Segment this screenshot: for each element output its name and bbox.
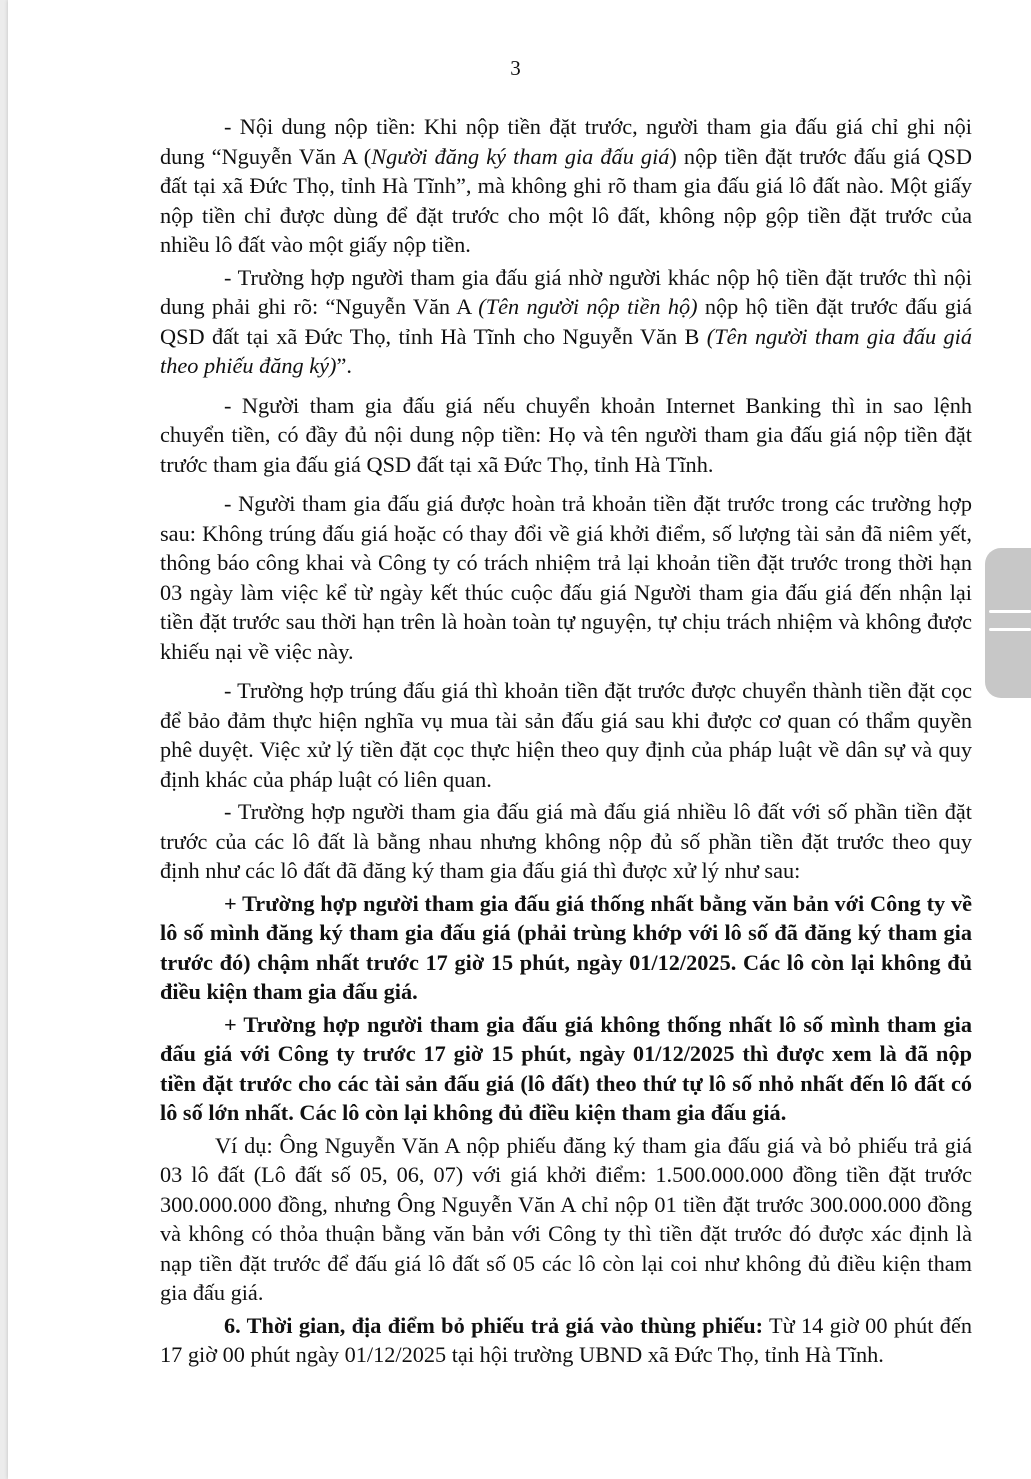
paragraph (160, 263, 972, 381)
paragraph-text: Người đăng ký tham gia đấu giá (371, 143, 670, 169)
paragraph-text: ) nộp tiền đặt trước đấu giá QSD đất tại xã Đức Thọ, tỉnh Hà Tĩnh”, mà không ghi rõ tham gia đấu giá lô đất nào. Một giấy nộp tiền chỉ được dùng để đặt trước cho một lô đất, không nộp gộp tiền đặt trước của nhiều lô đất vào một giấy nộp tiền. (160, 143, 972, 257)
paragraph-text: Ví dụ: Ông Nguyễn Văn A nộp phiếu đăng ký tham gia đấu giá và bỏ phiếu trả giá 03 lô đất (Lô đất số 05, 06, 07) với giá khởi điểm: 1.500.000.000 đồng tiền đặt trước 300.000.000 đồng, nhưng Ông Nguyễn Văn A chỉ nộp 01 tiền đặt trước 300.000.000 đồng và không có thỏa thuận bằng văn bản với Công ty thì tiền đặt trước đó được xác định là nạp tiền đặt trước để đấu giá lô đất số 05 các lô còn lại coi như không đủ điều kiện tham gia đấu giá. (160, 1132, 972, 1305)
paragraph (160, 1131, 972, 1308)
paragraph-text: nộp hộ tiền đặt trước đấu giá QSD đất tại xã Đức Thọ, tỉnh Hà Tĩnh cho Nguyễn Văn B (160, 294, 972, 349)
paragraph-text: + Trường hợp người tham gia đấu giá không thống nhất lô số mình tham gia đấu giá với Công ty trước 17 giờ 15 phút, ngày 01/12/2025 thì được xem là đã nộp tiền đặt trước cho các tài sản đấu giá (lô đất) theo thứ tự lô số nhỏ nhất đến lô đất có lô số lớn nhất. Các lô còn lại không đủ điều kiện tham gia đấu giá. (160, 1011, 972, 1125)
paragraph (160, 489, 972, 666)
paragraph-text: - Trường hợp người tham gia đấu giá nhờ người khác nộp hộ tiền đặt trước thì nội dung phải ghi rõ: “Nguyễn Văn A (160, 264, 972, 319)
paragraph-text: (Tên người nộp tiền hộ) (478, 294, 698, 319)
paragraph-text: - Trường hợp trúng đấu giá thì khoản tiền đặt trước được chuyển thành tiền đặt cọc để bảo đảm thực hiện nghĩa vụ mua tài sản đấu giá sau khi được cơ quan có thẩm quyền phê duyệt. Việc xử lý tiền đặt cọc thực hiện theo quy định của pháp luật về dân sự và quy định khác của pháp luật có liên quan. (160, 678, 972, 792)
paragraph-text: - Người tham gia đấu giá được hoàn trả khoản tiền đặt trước trong các trường hợp sau: Không trúng đấu giá hoặc có thay đổi về giá khởi điểm, số lượng tài sản đã niêm yết, thông báo công khai và Công ty có trách nhiệm trả lại khoản tiền đặt trước trong thời hạn 03 ngày làm việc kể từ ngày kết thúc cuộc đấu giá Người tham gia đấu giá đến nhận lại tiền đặt trước sau thời hạn trên là hoàn toàn tự nguyện, tự chịu trách nhiệm và không được khiếu nại về việc này. (160, 491, 972, 664)
paragraph (160, 1311, 972, 1370)
handle-line-icon (989, 610, 1031, 613)
paragraph (160, 797, 972, 886)
paragraph (160, 1010, 972, 1128)
paragraph (160, 889, 972, 1007)
paragraph-text: + Trường hợp người tham gia đấu giá thống nhất bằng văn bản với Công ty về lô số mình đăng ký tham gia đấu giá (phải trùng khớp với lô số đã đăng ký tham gia trước đó) chậm nhất trước 17 giờ 15 phút, ngày 01/12/2025. Các lô còn lại không đủ điều kiện tham gia đấu giá. (160, 890, 972, 1004)
page-number: 3 (510, 56, 521, 80)
paragraph-text: - Người tham gia đấu giá nếu chuyển khoản Internet Banking thì in sao lệnh chuyển tiền, có đầy đủ nội dung nộp tiền: Họ và tên người tham gia đấu giá nộp tiền đặt trước tham gia đấu giá QSD đất tại xã Đức Thọ, tỉnh Hà Tĩnh. (160, 392, 972, 477)
document-body (160, 112, 972, 1370)
paragraph (160, 391, 972, 480)
paragraph (160, 676, 972, 794)
handle-line-icon (989, 628, 1031, 631)
paragraph-text: - Nội dung nộp tiền: Khi nộp tiền đặt trước, người tham gia đấu giá chỉ ghi nội dung “Nguyễn Văn A ( (160, 114, 972, 169)
paragraph-text: Từ 14 giờ 00 phút đến 17 giờ 00 phút ngày 01/12/2025 tại hội trường UBND xã Đức Thọ, tỉnh Hà Tĩnh. (160, 1312, 973, 1367)
paragraph-text: ”. (336, 353, 352, 378)
side-panel-handle[interactable] (985, 548, 1031, 698)
paragraph-text: - Trường hợp người tham gia đấu giá mà đấu giá nhiều lô đất với số phần tiền đặt trước của các lô đất là bằng nhau nhưng không nộp đủ số phần tiền đặt trước theo quy định như các lô đất đã đăng ký tham gia đấu giá thì được xử lý như sau: (160, 799, 972, 883)
paragraph-text: 6. Thời gian, địa điểm bỏ phiếu trả giá vào thùng phiếu: (224, 1312, 764, 1338)
paragraph (160, 112, 972, 260)
paragraph-text: (Tên người tham gia đấu giá theo phiếu đăng ký) (160, 323, 972, 378)
